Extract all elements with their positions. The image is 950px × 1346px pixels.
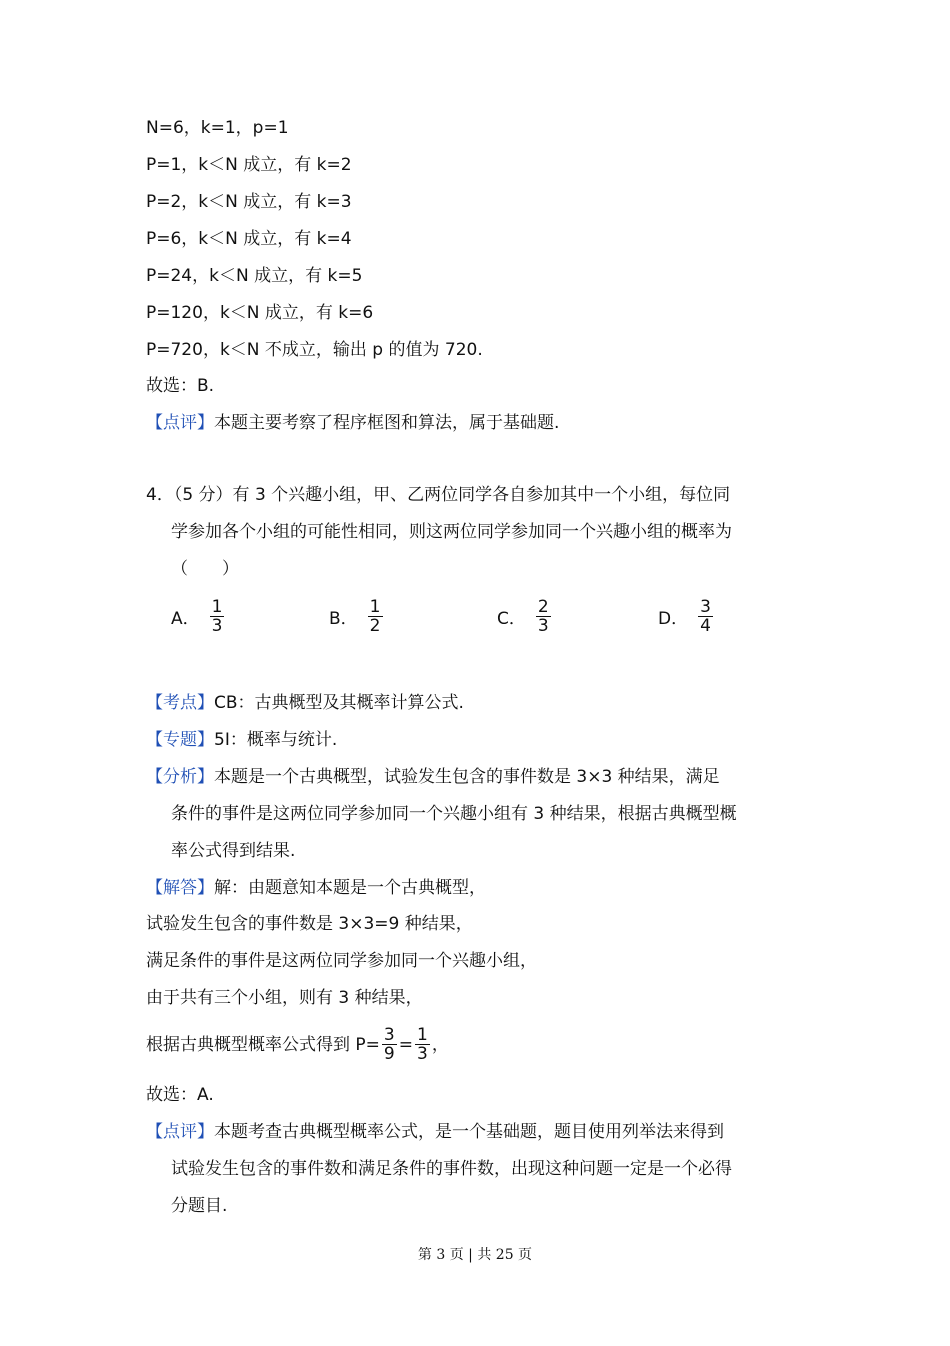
fraction-numerator: 3 xyxy=(383,1025,395,1045)
question-line: （ ） xyxy=(171,559,239,579)
dianping-tag: 【点评】 xyxy=(146,1122,214,1142)
zhuanti-tag: 【专题】 xyxy=(146,730,214,750)
answer-line: 故选：B. xyxy=(146,376,215,396)
kaodian-text: CB：古典概型及其概率计算公式. xyxy=(214,693,464,713)
fenxi-tag: 【分析】 xyxy=(146,767,214,787)
option-d xyxy=(658,598,715,635)
kaodian-line xyxy=(146,691,464,715)
zhuanti-line xyxy=(146,728,337,752)
formula-line xyxy=(146,1026,449,1063)
zhuanti-text: 5I：概率与统计. xyxy=(214,730,338,750)
option-fraction xyxy=(368,598,383,635)
fraction-denominator: 3 xyxy=(537,616,549,636)
jieda-tag: 【解答】 xyxy=(146,878,214,898)
fraction-numerator: 2 xyxy=(537,597,549,617)
solution-line: 满足条件的事件是这两位同学参加同一个兴趣小组， xyxy=(146,951,537,971)
step-line: P=24，k＜N 成立，有 k=5 xyxy=(146,266,363,286)
question-line: 4．（5 分）有 3 个兴趣小组，甲、乙两位同学各自参加其中一个小组，每位同 xyxy=(146,485,731,505)
step-line: P=2，k＜N 成立，有 k=3 xyxy=(146,192,352,212)
jieda-line xyxy=(146,876,486,900)
option-label: A． xyxy=(171,609,200,629)
dianping-line: 试验发生包含的事件数和满足条件的事件数，出现这种问题一定是一个必得 xyxy=(171,1159,732,1179)
option-label: D． xyxy=(658,609,689,629)
formula-suffix: ， xyxy=(431,1034,449,1055)
fraction-denominator: 9 xyxy=(383,1044,395,1064)
step-line: N=6，k=1，p=1 xyxy=(146,118,289,138)
option-fraction xyxy=(698,598,713,635)
option-b xyxy=(329,598,385,635)
option-label: C． xyxy=(497,609,526,629)
option-label: B． xyxy=(329,609,358,629)
step-line: P=120，k＜N 成立，有 k=6 xyxy=(146,303,374,323)
fraction-denominator: 4 xyxy=(700,616,711,636)
fenxi-line: 率公式得到结果. xyxy=(171,841,296,861)
solution-line: 由于共有三个小组，则有 3 种结果， xyxy=(146,988,423,1008)
comment-tag: 【点评】 xyxy=(146,413,214,433)
fenxi-line xyxy=(146,765,720,789)
comment-text: 本题主要考察了程序框图和算法，属于基础题. xyxy=(214,413,560,433)
fraction-denominator: 2 xyxy=(369,616,381,636)
solution-line: 试验发生包含的事件数是 3×3=9 种结果， xyxy=(146,914,473,934)
formula-prefix: 根据古典概型概率公式得到 P= xyxy=(146,1034,380,1055)
question-line: 学参加各个小组的可能性相同，则这两位同学参加同一个兴趣小组的概率为 xyxy=(171,522,732,542)
dianping-line xyxy=(146,1120,724,1144)
fraction-denominator: 3 xyxy=(416,1044,428,1064)
fraction-numerator: 1 xyxy=(369,597,381,617)
step-line: P=1，k＜N 成立，有 k=2 xyxy=(146,155,352,175)
answer-line: 故选：A. xyxy=(146,1085,214,1105)
equals-sign: = xyxy=(398,1034,413,1055)
fraction-numerator: 3 xyxy=(700,597,711,617)
step-line: P=720，k＜N 不成立，输出 p 的值为 720. xyxy=(146,340,483,360)
jieda-text: 解：由题意知本题是一个古典概型， xyxy=(214,878,486,898)
step-line: P=6，k＜N 成立，有 k=4 xyxy=(146,229,352,249)
option-a xyxy=(171,598,226,635)
option-c xyxy=(497,598,553,635)
kaodian-tag: 【考点】 xyxy=(146,693,214,713)
comment-line xyxy=(146,411,559,435)
formula-fraction xyxy=(382,1026,397,1063)
fraction-numerator: 1 xyxy=(211,597,223,617)
formula-fraction xyxy=(415,1026,430,1063)
dianping-text: 本题考查古典概型概率公式，是一个基础题，题目使用列举法来得到 xyxy=(214,1122,724,1142)
page-footer: 第 3 页 | 共 25 页 xyxy=(417,1247,533,1263)
fraction-denominator: 3 xyxy=(211,616,223,636)
option-fraction xyxy=(536,598,551,635)
dianping-line: 分题目. xyxy=(171,1196,228,1216)
fenxi-text: 本题是一个古典概型，试验发生包含的事件数是 3×3 种结果，满足 xyxy=(214,767,720,787)
fraction-numerator: 1 xyxy=(416,1025,428,1045)
fenxi-line: 条件的事件是这两位同学参加同一个兴趣小组有 3 种结果，根据古典概型概 xyxy=(171,804,737,824)
option-fraction xyxy=(210,598,225,635)
